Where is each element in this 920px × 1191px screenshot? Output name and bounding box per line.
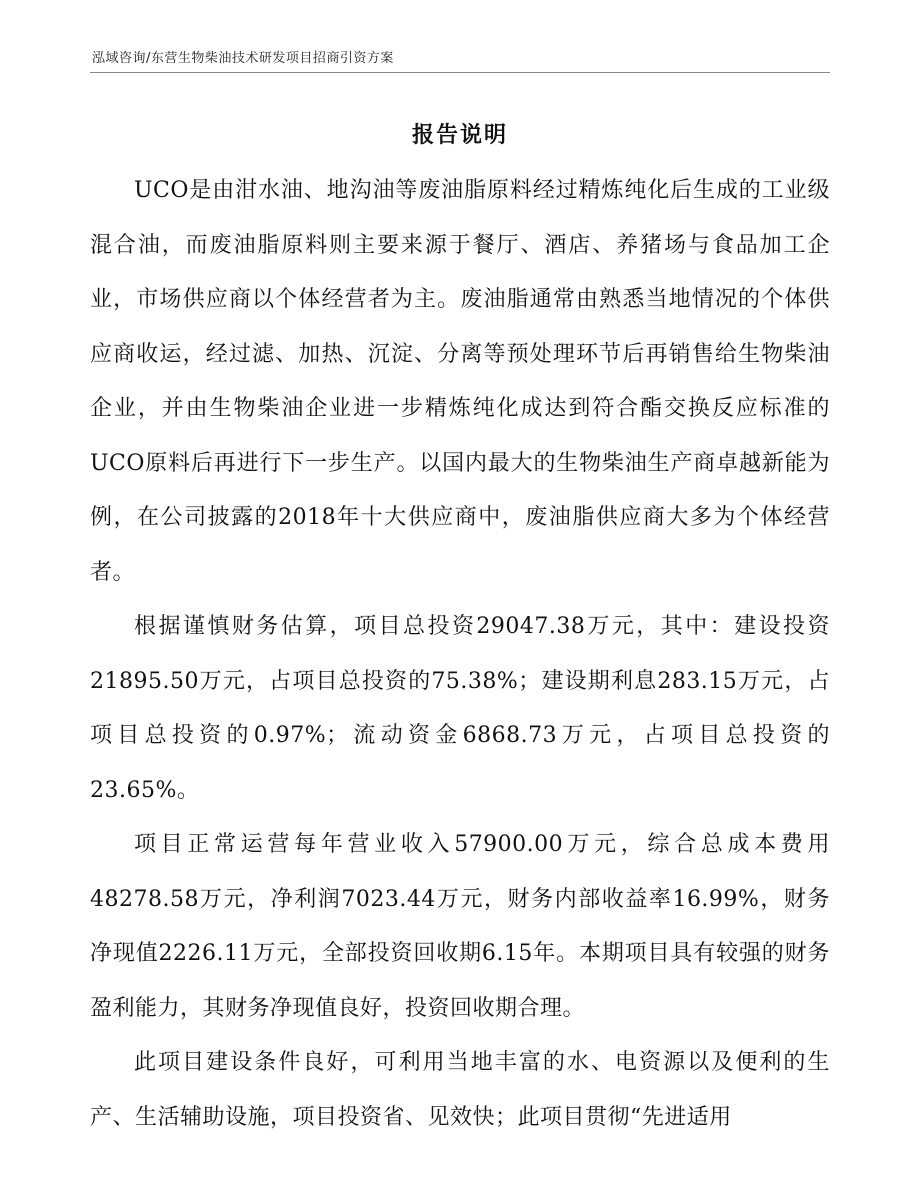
section-title: 报告说明 — [411, 123, 508, 148]
running-header: 泓域咨询/东营生物柴油技术研发项目招商引资方案 — [92, 51, 394, 66]
paragraph-construction-conditions: 此项目建设条件良好，可利用当地丰富的水、电资源以及便利的生产、生活辅助设施，项目投资省、见效快；此项目贯彻“先进适用 — [90, 1050, 830, 1130]
paragraph-investment-estimate: 根据谨慎财务估算，项目总投资29047.38万元，其中：建设投资21895.50万元，占项目总投资的75.38%；建设期利息283.15万元，占项目总投资的0.97%；流动资金6868.73万元，占项目总投资的23.65%。 — [90, 614, 830, 803]
body-text — [90, 164, 830, 1145]
header-divider — [90, 72, 830, 73]
paragraph-uco-source: UCO是由泔水油、地沟油等废油脂原料经过精炼纯化后生成的工业级混合油，而废油脂原料则主要来源于餐厅、酒店、养猪场与食品加工企业，市场供应商以个体经营者为主。废油脂通常由熟悉当地情况的个体供应商收运，经过滤、加热、沉淀、分离等预处理环节后再销售给生物柴油企业，并由生物柴油企业进一步精炼纯化成达到符合酯交换反应标准的UCO原料后再进行下一步生产。以国内最大的生物柴油生产商卓越新能为例，在公司披露的2018年十大供应商中，废油脂供应商大多为个体经营者。 — [90, 178, 830, 585]
paragraph-financial-results: 项目正常运营每年营业收入57900.00万元，综合总成本费用48278.58万元，净利润7023.44万元，财务内部收益率16.99%，财务净现值2226.11万元，全部投资回收期6.15年。本期项目具有较强的财务盈利能力，其财务净现值良好，投资回收期合理。 — [90, 832, 830, 1021]
